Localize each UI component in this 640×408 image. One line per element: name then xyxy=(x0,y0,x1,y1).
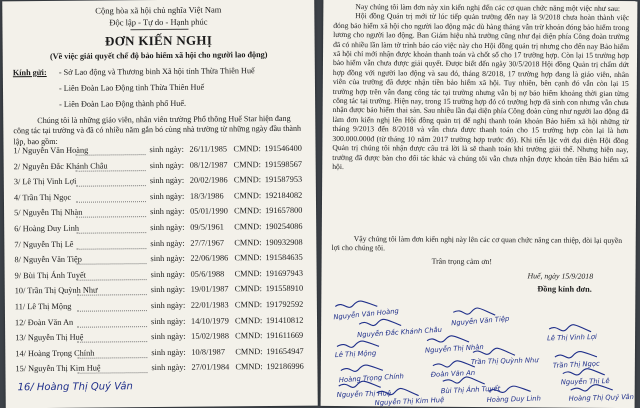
staff-dob: 05/01/1990 xyxy=(190,206,228,217)
dotted-leader xyxy=(76,201,146,203)
recipient-label: Kính gửi: xyxy=(12,67,47,78)
staff-name: 8/ Nguyễn Văn Tiệp xyxy=(14,254,82,265)
staff-dob: 05/6/1988 xyxy=(190,269,225,279)
recipient-item: - Sở Lao động và Thương binh Xã hội tỉnh Thừa Thiên Huế xyxy=(58,66,255,77)
dotted-leader xyxy=(77,341,147,343)
staff-cmnd: 192186996 xyxy=(266,362,304,372)
signer-name: Trần Thị Quỳnh Như xyxy=(470,356,539,367)
staff-cmnd: 190932908 xyxy=(265,237,303,247)
staff-cmnd: 192184082 xyxy=(264,190,303,200)
body-paragraph: Hội đồng Quản trị mới từ lúc tiếp quản trường đến nay là 9/2018 chưa hoàn thành việc đóng bảo hiểm xã hội cho người lao động mặc dù hàng tháng vẫn trừ khoản đóng bảo hiểm trong lương cho người lao động. Ban Giám hiệu nhà trường cũng như đại diện phía Công đoàn trường đã có nhiều lần làm tờ trình báo cáo việc này cho Hội đồng quản trị nhưng cho đến nay Bảo hiểm xã hội chỉ mới nhận được khoản thanh toán và chốt sổ cho 17 trường hợp. Còn lại 15 trường hợp bảo hiểm vẫn chưa được giải quyết. Được biết đến ngày 30/5/2018 Hội đồng Quản trị chấm dứt hợp đồng với người lao động và sau đó, tháng 8/2018, 17 trường hợp đang là giáo viên, nhân viên của trường đã được nhận tiền bảo hiểm xã hội. Tuy nhiên, bên cạnh đó vẫn còn lại 15 trường hợp trên vẫn đang công tác tại trường nhưng vẫn bị nợ bảo hiểm khoảng thời gian từng công tác tại trường. Hiện nay, trong 15 trường hợp đó có trường hợp đã sinh con nhưng vẫn chưa nhận được bảo hiểm thai sản. Sau nhiều lần đại diện phía Công đoàn cùng như người lao động đã làm đơn kiến nghị lên Hội đồng quản trị để nghị thanh toán khoản Bảo hiểm xã hội những từ tháng 9/2013 đến 8/2018 và vẫn chưa được thanh toán cho 15 trường hợp còn lại là hơn 300.000.000đ (từ tháng 10 năm 2017 trường hợp trước đó). Khi tiến lặc với đại diện Hội đồng Quản trị chúng tôi nhận được câu trả lời là sẽ thanh toán khi trường giải thể. Nhưng hiện nay, trường đã được bàn cho đối tác khác và chúng tôi vẫn chưa nhận được khoản tiền Bảo hiểm xã hội. xyxy=(332,11,630,171)
cmnd-label: CMND: xyxy=(234,284,262,294)
staff-cmnd: 191611669 xyxy=(266,330,304,341)
dob-label: sinh ngày: xyxy=(151,347,186,357)
dob-label: sinh ngày: xyxy=(151,363,186,373)
signer-name: Nguyễn Đắc Khánh Châu xyxy=(356,325,443,340)
cmnd-label: CMND: xyxy=(233,190,262,201)
dotted-leader xyxy=(76,232,146,234)
signer-name: Hoàng Trọng Chính xyxy=(338,372,405,385)
recipient-item: - Liên Đoàn Lao Động thành phố Huế. xyxy=(59,98,187,109)
dob-label: sinh ngày: xyxy=(150,300,186,311)
staff-name: 10/ Trần Thị Quỳnh Như xyxy=(14,285,98,296)
staff-cmnd: 191558910 xyxy=(265,284,304,294)
dob-label: sinh ngày: xyxy=(151,331,186,342)
staff-dob: 14/10/1979 xyxy=(190,315,229,326)
dob-label: sinh ngày: xyxy=(149,175,185,186)
handwritten-entry: 16/ Hoàng Thị Quý Vân xyxy=(17,381,133,394)
national-motto: Cộng hòa xã hội chủ nghĩa Việt Nam xyxy=(95,4,222,16)
signer-name: Nguyễn Văn Hoàng xyxy=(332,307,400,322)
dob-label: sinh ngày: xyxy=(150,316,186,326)
staff-name: 2/ Nguyễn Đắc Khánh Châu xyxy=(13,161,108,171)
cmnd-label: CMND: xyxy=(235,346,263,357)
national-slogan: Độc lập - Tự do - Hạnh phúc xyxy=(109,16,208,28)
staff-dob: 22/01/1983 xyxy=(190,300,229,310)
dotted-leader xyxy=(77,326,147,328)
staff-dob: 20/02/1986 xyxy=(189,175,228,185)
cmnd-label: CMND: xyxy=(233,159,261,169)
staff-name: 5/ Nguyễn Thị Nhàn xyxy=(14,208,83,218)
staff-list xyxy=(13,142,311,378)
signer-name: Nguyễn Thị Lê xyxy=(560,377,610,387)
staff-cmnd: 191657800 xyxy=(265,206,303,216)
staff-cmnd: 191697943 xyxy=(265,268,303,278)
staff-name: 12/ Đoàn Văn An xyxy=(14,317,74,327)
signer-name: Nguyễn Thị Huệ xyxy=(336,389,392,399)
header-divider xyxy=(130,29,188,31)
cmnd-label: CMND: xyxy=(235,362,263,372)
signers-title: Đồng kính đơn. xyxy=(537,284,592,294)
staff-name: 13/ Nguyễn Thị Huệ xyxy=(15,332,84,343)
closing-paragraph: Vậy chúng tôi làm đơn kiến nghị này lên các cơ quan chức năng can thiệp, đòi lại quyền lợi cho chúng tôi. xyxy=(331,234,623,253)
staff-dob: 15/02/1988 xyxy=(191,331,230,341)
signer-name: Nguyễn Thị Kim Huệ xyxy=(374,395,445,408)
staff-name: 15/ Nguyễn Thị Kim Huệ xyxy=(15,363,101,374)
staff-cmnd: 191410812 xyxy=(265,315,304,325)
staff-cmnd: 191792592 xyxy=(265,299,304,310)
staff-name: 3/ Lê Thị Vinh Lợi xyxy=(13,176,77,187)
signer-name: Lê Thị Mộng xyxy=(334,349,377,360)
dob-label: sinh ngày: xyxy=(150,253,185,264)
staff-name: 11/ Lê Thị Mộng xyxy=(14,301,72,312)
thanks-line: Trân trọng cảm ơn! xyxy=(431,256,492,267)
signer-name: Hoàng Thị Quý Vân xyxy=(568,392,635,403)
dob-label: sinh ngày: xyxy=(150,285,186,295)
cmnd-label: CMND: xyxy=(233,144,261,154)
staff-cmnd: 191546400 xyxy=(264,143,302,154)
cmnd-label: CMND: xyxy=(235,331,263,341)
staff-dob: 27/01/1984 xyxy=(191,362,230,373)
staff-name: 9/ Bùi Thị Ánh Tuyết xyxy=(14,270,86,281)
cmnd-label: CMND: xyxy=(234,206,262,216)
signer-name: Nguyễn Văn Tiệp xyxy=(450,314,510,328)
staff-dob: 09/5/1961 xyxy=(190,222,224,232)
cmnd-label: CMND: xyxy=(234,315,263,325)
signer-name: Trần Thị Ngọc xyxy=(552,359,600,370)
body-paragraph: Nay chúng tôi làm đơn này xin kiến nghị đến các cơ quan chức năng một việc như sau: xyxy=(355,2,621,13)
dob-label: sinh ngày: xyxy=(149,144,184,155)
cmnd-label: CMND: xyxy=(234,222,262,232)
cmnd-label: CMND: xyxy=(234,268,262,279)
staff-row xyxy=(15,360,311,378)
dotted-leader xyxy=(76,185,146,187)
dotted-leader xyxy=(77,279,147,281)
cmnd-label: CMND: xyxy=(234,300,263,310)
signer-name: Hoàng Duy Linh xyxy=(486,394,541,405)
staff-cmnd: 191584635 xyxy=(265,252,303,263)
staff-dob: 26/11/1985 xyxy=(189,144,228,154)
petition-page-left xyxy=(2,0,318,408)
staff-dob: 22/06/1986 xyxy=(190,253,229,263)
staff-name: 7/ Nguyễn Thị Lê xyxy=(14,239,74,249)
staff-dob: 18/3/1986 xyxy=(189,191,224,201)
staff-dob: 10/8/1987 xyxy=(191,347,225,357)
cmnd-label: CMND: xyxy=(234,237,262,247)
dob-label: sinh ngày: xyxy=(150,222,185,233)
place-date: Huế, ngày 15/9/2018 xyxy=(527,271,594,281)
signer-name: Lê Thị Vinh Lợi xyxy=(546,332,597,343)
document-title: ĐƠN KIẾN NGHỊ xyxy=(104,32,213,49)
staff-cmnd: 190254086 xyxy=(265,221,303,232)
staff-dob: 27/7/1967 xyxy=(190,238,225,248)
staff-name: 14/ Hoàng Trọng Chính xyxy=(15,348,95,358)
document-subtitle: (Về việc giải quyết chế độ bảo hiểm xã hội cho người lao động) xyxy=(49,50,268,61)
staff-dob: 19/01/1987 xyxy=(190,284,229,295)
dotted-leader xyxy=(76,248,146,250)
staff-cmnd: 191598567 xyxy=(264,159,303,169)
dotted-leader xyxy=(77,310,147,312)
dob-label: sinh ngày: xyxy=(149,191,185,201)
cmnd-label: CMND: xyxy=(234,253,262,263)
staff-cmnd: 191654947 xyxy=(266,346,304,356)
dotted-leader xyxy=(76,216,146,218)
dotted-leader xyxy=(77,263,147,265)
staff-dob: 08/12/1987 xyxy=(189,160,228,170)
dob-label: sinh ngày: xyxy=(150,269,185,279)
signer-name: Bùi Thị Ánh Tuyết xyxy=(440,384,501,396)
intro-paragraph: Chúng tôi là những giáo viên, nhân viên trường Phổ thông Huế Star hiện đang công tác tại trường và đã có nhiều năm gắn bó cùng nhà trường từ những ngày đầu thành lập, bao gồm: xyxy=(13,113,302,146)
petition-page-right xyxy=(321,0,638,408)
cmnd-label: CMND: xyxy=(233,175,262,185)
signer-name: Đoàn Văn An xyxy=(430,368,476,379)
petition-body xyxy=(332,2,629,173)
dob-label: sinh ngày: xyxy=(149,160,185,170)
staff-name: 1/ Nguyễn Văn Hoàng xyxy=(13,145,89,156)
staff-name: 6/ Hoàng Duy Linh xyxy=(14,223,80,234)
staff-cmnd: 191587953 xyxy=(264,174,303,185)
dob-label: sinh ngày: xyxy=(150,207,185,217)
signer-name: Nguyễn Thị Nhàn xyxy=(424,342,484,355)
dob-label: sinh ngày: xyxy=(150,238,185,248)
staff-name: 4/ Trần Thị Ngọc xyxy=(13,192,72,203)
recipient-item: - Liên Đoàn Lao Động tỉnh Thừa Thiên Huế xyxy=(58,82,205,93)
